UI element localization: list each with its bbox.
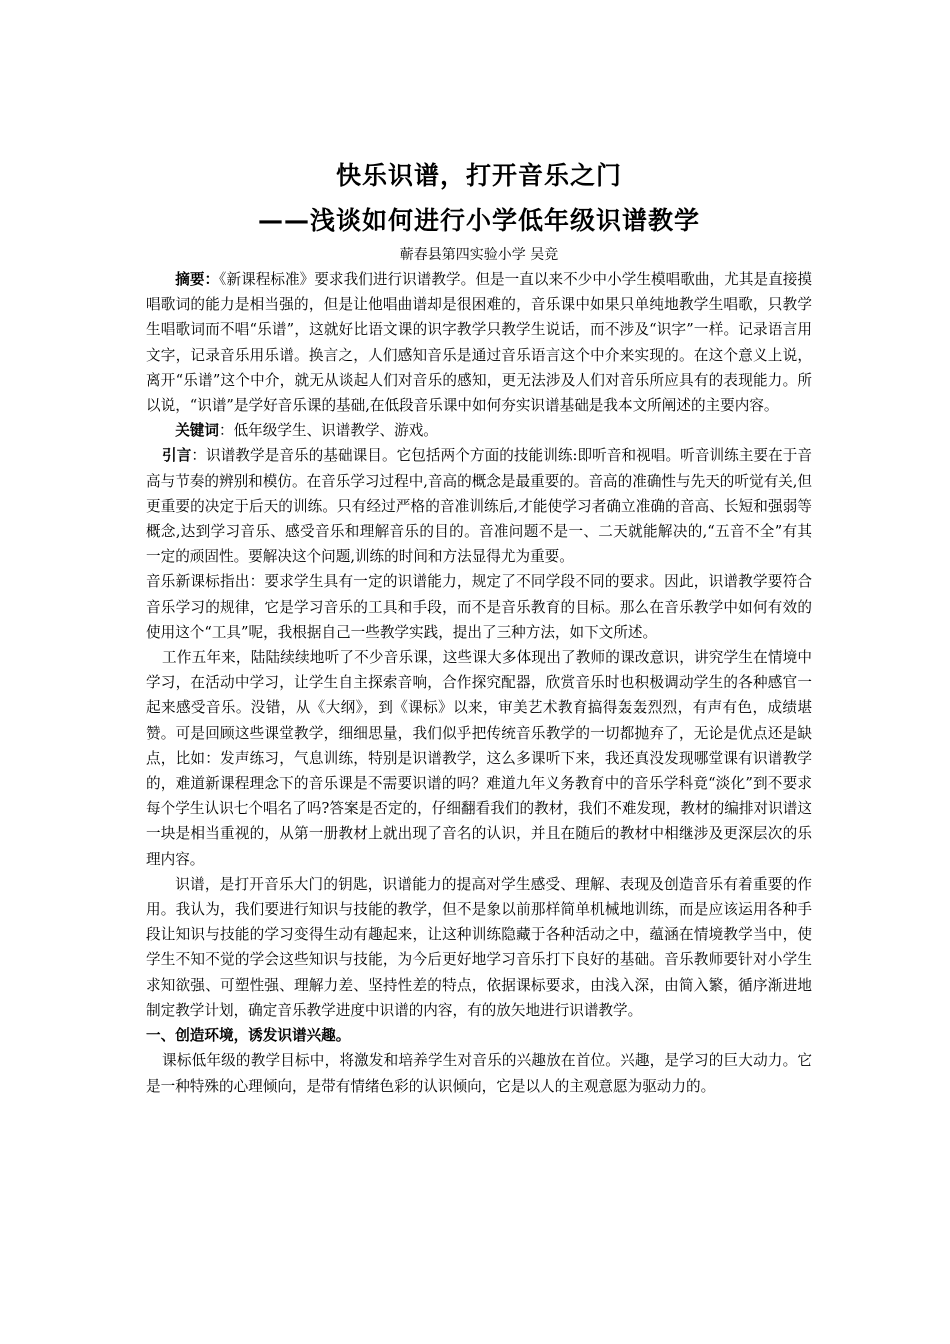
intro-text: ：识谱教学是音乐的基础课目。它包括两个方面的技能训练:即听音和视唱。听音训练主要在于音高与节奏的辨别和模仿。在音乐学习过程中,音高的概念是最重要的。音高的准确性与先天的听觉有关,但更重要的决定于后天的训练。只有经过严格的音准训练后,才能使学习者确立准确的音高、长短和强弱等概念,达到学习音乐、感受音乐和理解音乐的目的。音准问题不是一、二天就能解决的,“五音不全”有其一定的顽固性。要解决这个问题,训练的时间和方法显得尤为重要。	[146, 447, 813, 566]
section-heading-1: 一、创造环境，诱发识谱兴趣。	[146, 1027, 351, 1045]
keywords-paragraph	[146, 418, 812, 443]
intro-label: 引言	[162, 447, 192, 465]
experience-paragraph: 工作五年来，陆陆续续地听了不少音乐课，这些课大多体现出了教师的课改意识，讲究学生在情境中学习，在活动中学习，让学生自主探索音响，合作探究配器，欣赏音乐时也积极调动学生的各种感官一起来感受音乐。没错，从《大纲》，到《课标》以来，审美艺术教育搞得轰轰烈烈，有声有色，成绩堪赞。可是回顾这些课堂教学，细细思量，我们似乎把传统音乐教学的一切都抛弃了，无论是优点还是缺点，比如：发声练习，气息训练，特别是识谱教学，这么多课听下来，我还真没发现哪堂课有识谱教学的，难道新课程理念下的音乐课是不需要识谱的吗？难道九年义务教育中的音乐学科竟“淡化”到不要求每个学生认识七个唱名了吗?答案是否定的，仔细翻看我们的教材，我们不难发现，教材的编排对识谱这一块是相当重视的，从第一册教材上就出现了音名的认识，并且在随后的教材中相继涉及更深层次的乐理内容。	[146, 649, 812, 868]
document-title: 快乐识谱，打开音乐之门	[335, 161, 622, 190]
keywords-label: 关键词	[175, 422, 219, 440]
abstract-paragraph	[146, 267, 812, 418]
keywords-text: ：低年级学生、识谱教学、游戏。	[218, 422, 438, 440]
standard-paragraph: 音乐新课标指出：要求学生具有一定的识谱能力，规定了不同学段不同的要求。因此，识谱教学要符合音乐学习的规律，它是学习音乐的工具和手段，而不是音乐教育的目标。那么在音乐教学中如何有效的使用这个“工具”呢，我根据自己一些教学实践，提出了三种方法，如下文所述。	[146, 573, 812, 641]
abstract-label: 摘要：	[175, 271, 220, 288]
document-subtitle: ——浅谈如何进行小学低年级识谱教学	[257, 206, 700, 235]
author-line: 蕲春县第四实验小学 吴竞	[399, 247, 559, 263]
key-paragraph: 识谱，是打开音乐大门的钥匙，识谱能力的提高对学生感受、理解、表现及创造音乐有着重要的作用。我认为，我们要进行知识与技能的教学，但不是象以前那样简单机械地训练，而是应该运用各种手段让知识与技能的学习变得生动有趣起来，让这种训练隐藏于各种活动之中，蕴涵在情境教学当中，使学生不知不觉的学会这些知识与技能，为今后更好地学习音乐打下良好的基础。音乐教师要针对小学生求知欲强、可塑性强、理解力差、坚持性差的特点，依据课标要求，由浅入深，由简入繁，循序渐进地制定教学计划，确定音乐教学进度中识谱的内容，有的放矢地进行识谱教学。	[146, 875, 812, 1019]
abstract-text: 《新课程标准》要求我们进行识谱教学。但是一直以来不少中小学生模唱歌曲，尤其是直接摸唱歌词的能力是相当强的，但是让他唱曲谱却是很困难的，音乐课中如果只单纯地教学生唱歌，只教学生唱歌词而不唱“乐谱”，这就好比语文课的识字教学只教学生说话，而不涉及“识字”一样。记录语言用文字，记录音乐用乐谱。换言之，人们感知音乐是通过音乐语言这个中介来实现的。在这个意义上说，离开“乐谱”这个中介，就无从谈起人们对音乐的感知，更无法涉及人们对音乐所应具有的表现能力。所以说，“识谱”是学好音乐课的基础,在低段音乐课中如何夯实识谱基础是我本文所阐述的主要内容。	[146, 271, 812, 415]
intro-paragraph	[146, 443, 812, 569]
interest-paragraph: 课标低年级的教学目标中，将激发和培养学生对音乐的兴趣放在首位。兴趣，是学习的巨大动力。它是一种特殊的心理倾向，是带有情绪色彩的认识倾向，它是以人的主观意愿为驱动力的。	[146, 1052, 812, 1095]
document-body	[146, 155, 812, 1099]
